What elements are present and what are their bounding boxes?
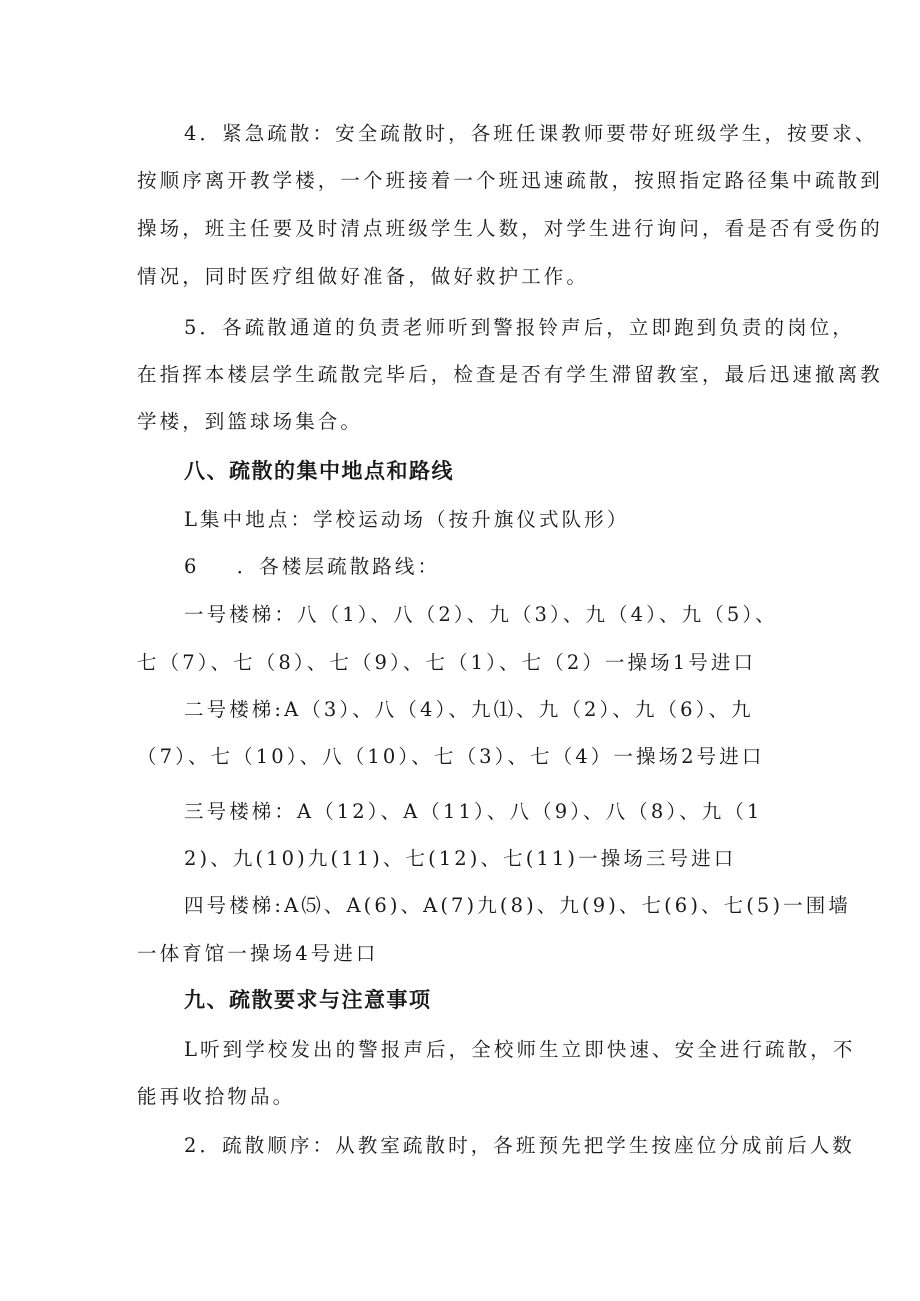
paragraph-5-line-2: 在指挥本楼层学生疏散完毕后，检查是否有学生滞留教室，最后迅速撤离教 [137, 363, 883, 386]
section-9-item-1-line-1: L听到学校发出的警报声后，全校师生立即快速、安全进行疏散，不 [184, 1038, 856, 1061]
stair-1-line-1: 一号楼梯：八（1）、八（2）、九（3）、九（4）、九（5）、 [184, 603, 778, 626]
section-9-item-2-line-1: 2．疏散顺序：从教室疏散时，各班预先把学生按座位分成前后人数 [184, 1134, 855, 1157]
paragraph-4-line-3: 操场，班主任要及时清点班级学生人数，对学生进行询问，看是否有受伤的 [137, 217, 883, 240]
paragraph-4-line-2: 按顺序离开教学楼，一个班接着一个班迅速疏散，按照指定路径集中疏散到 [137, 169, 883, 192]
paragraph-5-line-1: 5．各疏散通道的负责老师听到警报铃声后，立即跑到负责的岗位， [184, 316, 855, 339]
stair-4-line-2: 一体育馆一操场4号进口 [137, 942, 379, 965]
paragraph-5-line-3: 学楼，到篮球场集合。 [137, 410, 364, 433]
stair-2-line-1: 二号楼梯:A（3）、八（4）、九⑴、九（2）、九（6）、九 [184, 698, 754, 721]
assembly-point-item: L集中地点：学校运动场（按升旗仪式队形） [184, 508, 630, 531]
stair-4-line-1: 四号楼梯:A⑸、A(6)、A(7)九(8)、九(9)、七(6)、七(5)一围墙 [184, 894, 851, 917]
section-8-heading: 八、疏散的集中地点和路线 [184, 459, 454, 483]
paragraph-4-line-1: 4．紧急疏散：安全疏散时，各班任课教师要带好班级学生，按要求、 [184, 122, 878, 145]
stair-3-line-1: 三号楼梯：A（12）、A（11）、八（9）、八（8）、九（1 [184, 800, 763, 823]
stair-1-line-2: 七（7）、七（8）、七（9）、七（1）、七（2）一操场1号进口 [137, 651, 757, 674]
section-9-item-1-line-2: 能再收拾物品。 [137, 1085, 296, 1108]
stair-2-line-2: （7）、七（10）、八（10）、七（3）、七（4）一操场2号进口 [137, 745, 765, 768]
stair-3-line-2: 2)、九(10)九(11)、七(12)、七(11)一操场三号进口 [184, 847, 737, 870]
evacuation-routes-item: 6 ．各楼层疏散路线： [184, 555, 441, 578]
paragraph-4-line-4: 情况，同时医疗组做好准备，做好救护工作。 [137, 265, 590, 288]
section-9-heading: 九、疏散要求与注意事项 [184, 988, 432, 1012]
